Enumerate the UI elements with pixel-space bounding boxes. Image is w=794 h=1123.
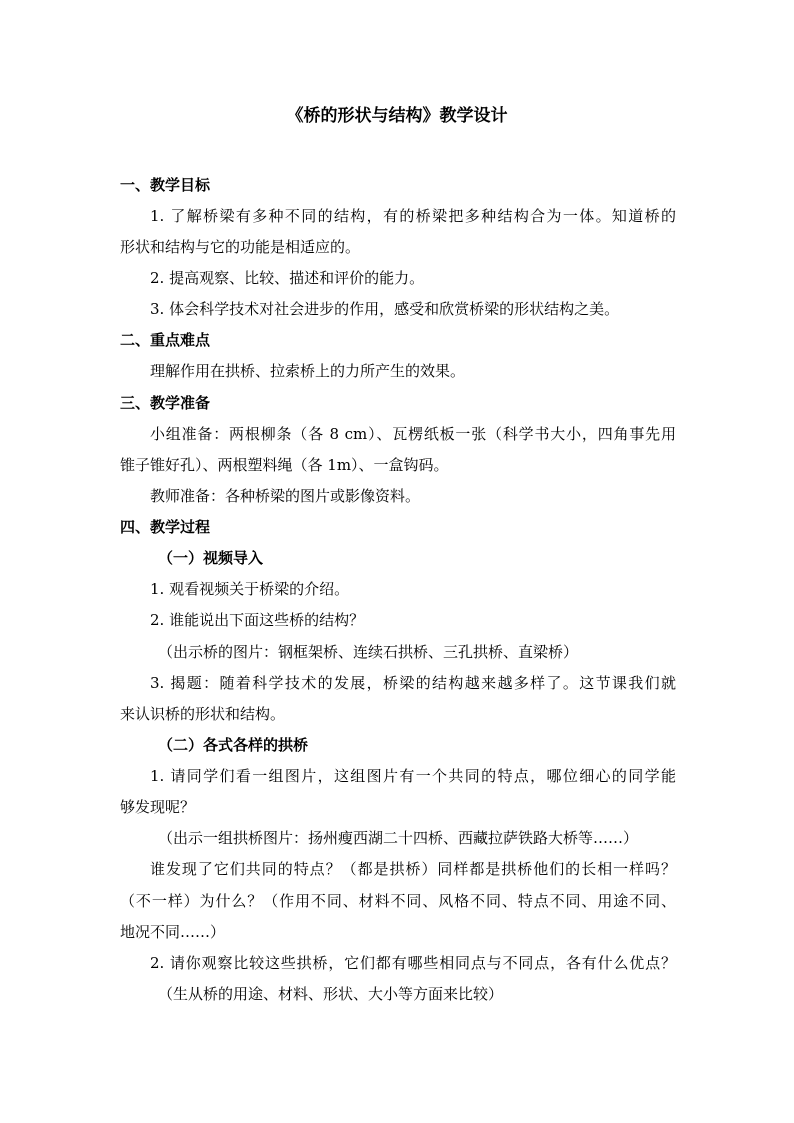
section-heading-key-points: 二、重点难点 bbox=[120, 331, 211, 349]
paragraph-line: 3. 揭题：随着科学技术的发展，桥梁的结构越来越多样了。这节课我们就 bbox=[150, 674, 676, 692]
paragraph-line: 小组准备：两根柳条（各 8 cm）、瓦楞纸板一张（科学书大小，四角事先用 bbox=[150, 425, 676, 443]
paragraph-line: （不一样）为什么？（作用不同、材料不同、风格不同、特点不同、用途不同、 bbox=[120, 892, 676, 910]
paragraph-line: （出示一组拱桥图片：扬州瘦西湖二十四桥、西藏拉萨铁路大桥等……） bbox=[158, 829, 639, 847]
paragraph-line: 2. 谁能说出下面这些桥的结构？ bbox=[150, 611, 365, 629]
paragraph-line: 地况不同……） bbox=[120, 923, 226, 941]
subsection-heading-video-intro: （一）视频导入 bbox=[158, 549, 264, 567]
paragraph-line: 理解作用在拱桥、拉索桥上的力所产生的效果。 bbox=[150, 362, 466, 380]
section-heading-preparation: 三、教学准备 bbox=[120, 394, 211, 412]
paragraph-line: 形状和结构与它的功能是相适应的。 bbox=[120, 238, 361, 256]
paragraph-line: （出示桥的图片：钢框架桥、连续石拱桥、三孔拱桥、直梁桥） bbox=[158, 643, 579, 661]
paragraph-line: 2. 提高观察、比较、描述和评价的能力。 bbox=[150, 269, 425, 287]
document-title: 《桥的形状与结构》教学设计 bbox=[286, 106, 508, 126]
paragraph-line: 谁发现了它们共同的特点？（都是拱桥）同样都是拱桥他们的长相一样吗？ bbox=[150, 860, 676, 878]
paragraph-line: 教师准备：各种桥梁的图片或影像资料。 bbox=[150, 487, 421, 505]
paragraph-line: 1. 请同学们看一组图片，这组图片有一个共同的特点，哪位细心的同学能 bbox=[150, 767, 676, 785]
paragraph-line: （生从桥的用途、材料、形状、大小等方面来比较） bbox=[158, 985, 504, 1003]
paragraph-line: 够发现呢？ bbox=[120, 798, 196, 816]
paragraph-line: 2. 请你观察比较这些拱桥，它们都有哪些相同点与不同点，各有什么优点？ bbox=[150, 954, 676, 972]
paragraph-line: 锥子锥好孔）、两根塑料绳（各 1m）、一盒钩码。 bbox=[120, 456, 449, 474]
section-heading-process: 四、教学过程 bbox=[120, 518, 211, 536]
section-heading-objectives: 一、教学目标 bbox=[120, 176, 211, 194]
paragraph-line: 来认识桥的形状和结构。 bbox=[120, 705, 286, 723]
paragraph-line: 1. 了解桥梁有多种不同的结构，有的桥梁把多种结构合为一体。知道桥的 bbox=[150, 207, 676, 225]
paragraph-line: 1. 观看视频关于桥梁的介绍。 bbox=[150, 580, 350, 598]
subsection-heading-arch-bridges: （二）各式各样的拱桥 bbox=[158, 736, 309, 754]
paragraph-line: 3. 体会科学技术对社会进步的作用，感受和欣赏桥梁的形状结构之美。 bbox=[150, 300, 620, 318]
